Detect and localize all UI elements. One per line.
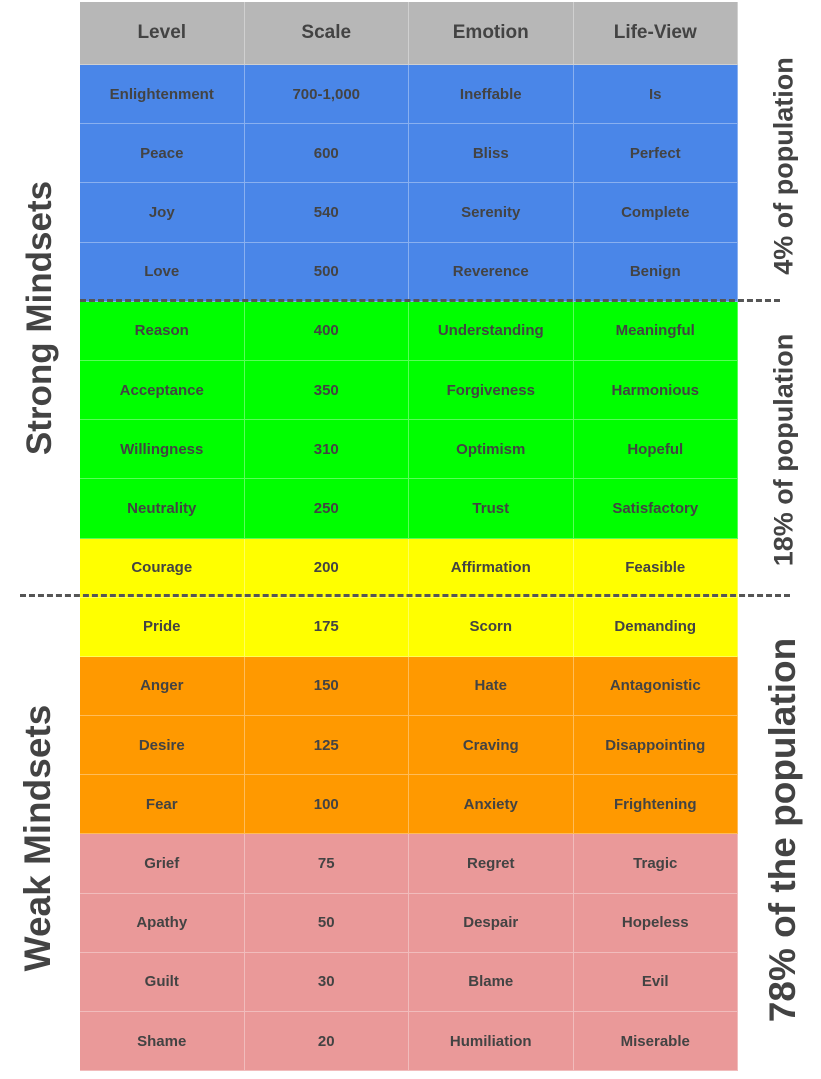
scale-cell: 30 [245,953,410,1012]
level-cell: Love [80,243,245,302]
table-row [80,894,738,953]
emotion-cell: Forgiveness [409,361,574,420]
scale-cell: 125 [245,716,410,775]
scale-cell: 350 [245,361,410,420]
table-row [80,420,738,479]
table-row [80,716,738,775]
level-cell: Acceptance [80,361,245,420]
life-view-cell: Hopeless [574,894,739,953]
emotion-cell: Craving [409,716,574,775]
scale-cell: 175 [245,598,410,657]
divider-bottom [20,594,790,597]
level-cell: Joy [80,183,245,242]
table-row [80,598,738,657]
population-18-label: 18% of population [768,333,799,567]
header-emotion: Emotion [409,2,574,65]
emotion-cell: Humiliation [409,1012,574,1071]
level-cell: Fear [80,775,245,834]
life-view-cell: Disappointing [574,716,739,775]
emotion-cell: Affirmation [409,539,574,598]
table-row [80,953,738,1012]
table-row [80,1012,738,1071]
emotion-cell: Despair [409,894,574,953]
life-view-cell: Miserable [574,1012,739,1071]
life-view-cell: Hopeful [574,420,739,479]
scale-cell: 200 [245,539,410,598]
life-view-cell: Perfect [574,124,739,183]
level-cell: Apathy [80,894,245,953]
table-row [80,657,738,716]
level-cell: Desire [80,716,245,775]
emotion-cell: Ineffable [409,65,574,124]
emotion-cell: Serenity [409,183,574,242]
header-life-view: Life-View [574,2,739,65]
emotion-cell: Reverence [409,243,574,302]
life-view-cell: Tragic [574,834,739,893]
scale-cell: 50 [245,894,410,953]
life-view-cell: Frightening [574,775,739,834]
level-cell: Neutrality [80,479,245,538]
table-row [80,775,738,834]
scale-cell: 20 [245,1012,410,1071]
emotion-cell: Scorn [409,598,574,657]
table-row [80,183,738,242]
life-view-cell: Satisfactory [574,479,739,538]
scale-cell: 310 [245,420,410,479]
population-4-label: 4% of population [768,57,799,275]
life-view-cell: Antagonistic [574,657,739,716]
emotion-cell: Regret [409,834,574,893]
weak-mindsets-label: Weak Mindsets [17,704,58,972]
levels-table [80,2,738,1071]
table-row [80,361,738,420]
emotion-cell: Trust [409,479,574,538]
table-row [80,124,738,183]
header-scale: Scale [245,2,410,65]
life-view-cell: Complete [574,183,739,242]
life-view-cell: Harmonious [574,361,739,420]
table-row [80,65,738,124]
table-header [80,2,738,65]
divider-top [80,299,780,302]
level-cell: Grief [80,834,245,893]
life-view-cell: Demanding [574,598,739,657]
level-cell: Courage [80,539,245,598]
emotion-cell: Anxiety [409,775,574,834]
level-cell: Peace [80,124,245,183]
emotion-cell: Understanding [409,302,574,361]
table-row [80,243,738,302]
scale-cell: 100 [245,775,410,834]
scale-cell: 540 [245,183,410,242]
life-view-cell: Benign [574,243,739,302]
population-78-label: 78% of the population [762,637,803,1023]
level-cell: Anger [80,657,245,716]
scale-cell: 600 [245,124,410,183]
life-view-cell: Feasible [574,539,739,598]
level-cell: Enlightenment [80,65,245,124]
strong-mindsets-label: Strong Mindsets [20,180,59,456]
emotion-cell: Hate [409,657,574,716]
life-view-cell: Evil [574,953,739,1012]
emotion-cell: Optimism [409,420,574,479]
table-row [80,479,738,538]
level-cell: Shame [80,1012,245,1071]
scale-cell: 150 [245,657,410,716]
level-cell: Guilt [80,953,245,1012]
emotion-cell: Bliss [409,124,574,183]
level-cell: Willingness [80,420,245,479]
life-view-cell: Is [574,65,739,124]
table-row [80,834,738,893]
level-cell: Pride [80,598,245,657]
scale-cell: 400 [245,302,410,361]
scale-cell: 75 [245,834,410,893]
scale-cell: 500 [245,243,410,302]
life-view-cell: Meaningful [574,302,739,361]
scale-cell: 250 [245,479,410,538]
emotion-cell: Blame [409,953,574,1012]
header-level: Level [80,2,245,65]
level-cell: Reason [80,302,245,361]
table-row [80,302,738,361]
table-row [80,539,738,598]
scale-cell: 700-1,000 [245,65,410,124]
